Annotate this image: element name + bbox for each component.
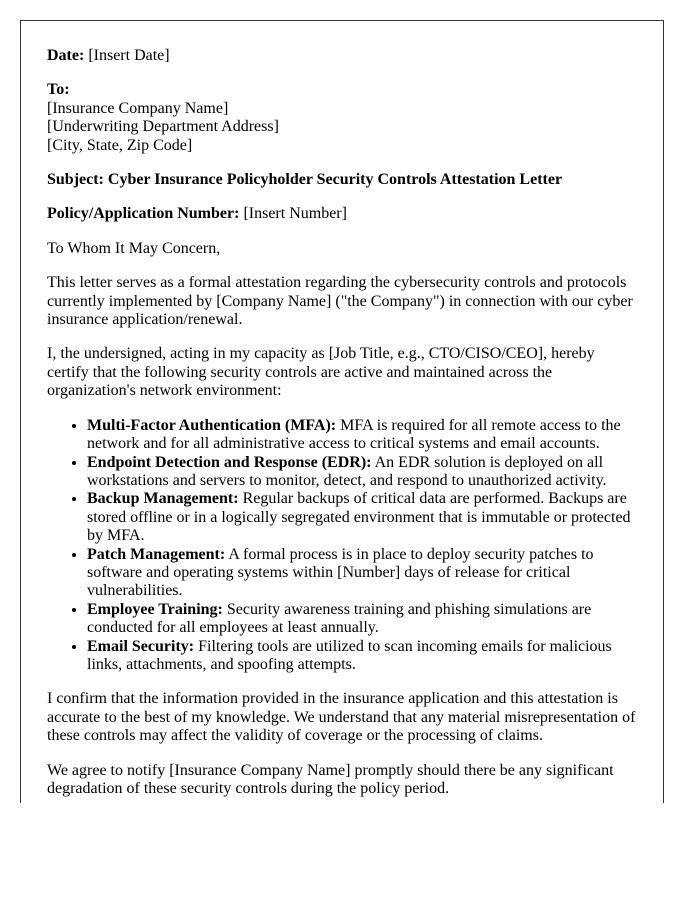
security-control-item <box>87 454 638 491</box>
security-control-item <box>87 638 638 675</box>
control-title: Backup Management: <box>87 490 239 508</box>
policy-number-label: Policy/Application Number: <box>47 205 240 223</box>
security-control-item <box>87 490 638 545</box>
control-description: Security awareness training and phishing simulations are conducted for all employees at least annually. <box>87 600 592 637</box>
security-control-item <box>87 601 638 638</box>
date-value: [Insert Date] <box>88 47 170 64</box>
control-title: Multi-Factor Authentication (MFA): <box>87 416 337 434</box>
security-controls-list <box>47 417 638 675</box>
control-title: Email Security: <box>87 637 195 655</box>
confirmation-paragraph: I confirm that the information provided in the insurance application and this attestation is accurate to the best of my knowledge. We understand that any material misrepresentation of these controls may affect the validity of coverage or the processing of claims. <box>47 690 636 745</box>
date-label: Date: <box>47 47 85 64</box>
control-description: Filtering tools are utilized to scan incoming emails for malicious links, attachments, and spoofing attempts. <box>87 637 612 673</box>
control-description: MFA is required for all remote access to the network and for all administrative access to critical systems and email accounts. <box>87 416 621 453</box>
security-control-item <box>87 417 638 454</box>
control-description: Regular backups of critical data are performed. Backups are stored offline or in a logically segregated environment that is immutable or protected by MFA. <box>87 490 631 545</box>
recipient-line-address: [Underwriting Department Address] <box>47 118 279 136</box>
date-line <box>47 47 638 65</box>
subject-line <box>47 171 638 189</box>
recipient-line-company: [Insurance Company Name] <box>47 99 229 117</box>
recipient-label: To: <box>47 81 70 99</box>
certification-paragraph: I, the undersigned, acting in my capacity as [Job Title, e.g., CTO/CISO/CEO], hereby certify that the following security controls are active and maintained across the organization's network environment: <box>47 345 595 400</box>
policy-number-line <box>47 205 638 223</box>
control-description: An EDR solution is deployed on all workstations and servers to monitor, detect, and respond to unauthorized activity. <box>87 453 607 489</box>
policy-number-value: [Insert Number] <box>243 205 347 223</box>
subject-text: Subject: Cyber Insurance Policyholder Security Controls Attestation Letter <box>47 171 563 189</box>
intro-paragraph: This letter serves as a formal attestation regarding the cybersecurity controls and protocols currently implemented by [Company Name] ("the Company") in connection with our cyber insurance application/renewal. <box>47 274 633 329</box>
salutation: To Whom It May Concern, <box>47 239 221 257</box>
control-description: A formal process is in place to deploy security patches to software and operating systems within [Number] days of release for critical vulnerabilities. <box>87 545 594 600</box>
security-control-item <box>87 546 638 601</box>
control-title: Employee Training: <box>87 600 223 618</box>
recipient-block <box>47 81 638 155</box>
control-title: Patch Management: <box>87 545 226 563</box>
control-title: Endpoint Detection and Response (EDR): <box>87 453 372 471</box>
letter-page <box>20 20 664 803</box>
notification-paragraph: We agree to notify [Insurance Company Name] promptly should there be any significant degradation of these security controls during the policy period. <box>47 761 614 797</box>
recipient-line-city: [City, State, Zip Code] <box>47 136 193 154</box>
